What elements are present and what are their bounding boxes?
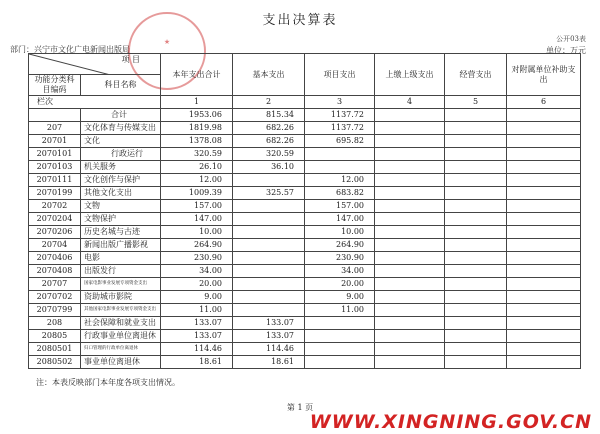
remit-cell bbox=[375, 109, 445, 122]
col-num: 2 bbox=[233, 96, 305, 109]
subject-name-cell: 电影 bbox=[81, 252, 161, 265]
table-row bbox=[29, 174, 581, 187]
business-cell bbox=[445, 317, 507, 330]
code-cell: 2080501 bbox=[29, 343, 81, 356]
subsidy-cell bbox=[507, 239, 581, 252]
code-cell: 20805 bbox=[29, 330, 81, 343]
subject-name-cell: 国家电影事业发展专项资金支出 bbox=[81, 278, 161, 291]
basic-cell bbox=[233, 174, 305, 187]
basic-cell bbox=[233, 213, 305, 226]
subsidy-header: 对附属单位补助支出 bbox=[507, 54, 581, 96]
table-row bbox=[29, 148, 581, 161]
remit-cell bbox=[375, 330, 445, 343]
table-row bbox=[29, 122, 581, 135]
basic-cell: 325.57 bbox=[233, 187, 305, 200]
table-row bbox=[29, 187, 581, 200]
basic-cell bbox=[233, 265, 305, 278]
subject-name-cell: 资助城市影院 bbox=[81, 291, 161, 304]
remit-cell bbox=[375, 356, 445, 369]
project-cell: 12.00 bbox=[305, 174, 375, 187]
remit-cell bbox=[375, 187, 445, 200]
code-cell: 2070206 bbox=[29, 226, 81, 239]
subsidy-cell bbox=[507, 356, 581, 369]
table-row bbox=[29, 317, 581, 330]
website-watermark: WWW.XINGNING.GOV.CN bbox=[309, 411, 592, 433]
code-cell: 2080502 bbox=[29, 356, 81, 369]
subject-name-cell: 文化创作与保护 bbox=[81, 174, 161, 187]
page-number: 第 1 页 bbox=[286, 403, 314, 412]
subsidy-cell bbox=[507, 252, 581, 265]
subsidy-cell bbox=[507, 135, 581, 148]
form-code: 公开03表 bbox=[556, 35, 586, 43]
basic-cell: 133.07 bbox=[233, 317, 305, 330]
total-cell: 11.00 bbox=[161, 304, 233, 317]
col-num: 4 bbox=[375, 96, 445, 109]
subsidy-cell bbox=[507, 122, 581, 135]
remit-cell bbox=[375, 148, 445, 161]
item-header-cell bbox=[29, 54, 161, 75]
remit-cell bbox=[375, 200, 445, 213]
total-cell: 12.00 bbox=[161, 174, 233, 187]
subject-name-cell: 其他国家电影事业发展专项资金支出 bbox=[81, 304, 161, 317]
page-title: 支出决算表 bbox=[262, 13, 338, 28]
subject-name-cell: 社会保障和就业支出 bbox=[81, 317, 161, 330]
total-cell: 133.07 bbox=[161, 317, 233, 330]
remit-cell bbox=[375, 239, 445, 252]
business-cell bbox=[445, 213, 507, 226]
project-cell: 9.00 bbox=[305, 291, 375, 304]
project-cell bbox=[305, 161, 375, 174]
basic-cell: 320.59 bbox=[233, 148, 305, 161]
remit-cell bbox=[375, 135, 445, 148]
code-cell: 20702 bbox=[29, 200, 81, 213]
total-cell: 264.90 bbox=[161, 239, 233, 252]
basic-cell: 133.07 bbox=[233, 330, 305, 343]
code-cell: 2070103 bbox=[29, 161, 81, 174]
basic-cell bbox=[233, 278, 305, 291]
business-cell bbox=[445, 265, 507, 278]
total-cell: 20.00 bbox=[161, 278, 233, 291]
code-cell: 2070204 bbox=[29, 213, 81, 226]
department-label: 部门：兴宁市文化广电新闻出版局 bbox=[10, 45, 130, 54]
total-header: 本年支出合计 bbox=[161, 54, 233, 96]
subject-name-cell: 文物 bbox=[81, 200, 161, 213]
table-row bbox=[29, 213, 581, 226]
table-row bbox=[29, 226, 581, 239]
subject-name-header: 科目名称 bbox=[81, 75, 161, 96]
business-cell bbox=[445, 252, 507, 265]
subsidy-cell bbox=[507, 187, 581, 200]
total-cell: 1819.98 bbox=[161, 122, 233, 135]
basic-cell: 815.34 bbox=[233, 109, 305, 122]
code-cell: 2070101 bbox=[29, 148, 81, 161]
remit-cell bbox=[375, 252, 445, 265]
project-cell: 1137.72 bbox=[305, 109, 375, 122]
subject-name-cell: 文化体育与传媒支出 bbox=[81, 122, 161, 135]
table-row bbox=[29, 330, 581, 343]
project-cell: 695.82 bbox=[305, 135, 375, 148]
row-label-header: 栏次 bbox=[29, 96, 161, 109]
business-cell bbox=[445, 148, 507, 161]
code-cell: 2070799 bbox=[29, 304, 81, 317]
basic-cell bbox=[233, 239, 305, 252]
project-cell: 230.90 bbox=[305, 252, 375, 265]
subsidy-cell bbox=[507, 213, 581, 226]
project-cell bbox=[305, 317, 375, 330]
business-cell bbox=[445, 226, 507, 239]
basic-cell: 682.26 bbox=[233, 135, 305, 148]
basic-cell: 114.46 bbox=[233, 343, 305, 356]
business-cell bbox=[445, 135, 507, 148]
total-cell: 114.46 bbox=[161, 343, 233, 356]
project-cell bbox=[305, 330, 375, 343]
basic-cell bbox=[233, 304, 305, 317]
remit-cell bbox=[375, 122, 445, 135]
table-row bbox=[29, 278, 581, 291]
subject-name-cell: 行政事业单位离退休 bbox=[81, 330, 161, 343]
project-cell: 264.90 bbox=[305, 239, 375, 252]
business-cell bbox=[445, 304, 507, 317]
subject-name-cell: 事业单位离退休 bbox=[81, 356, 161, 369]
total-cell: 1953.06 bbox=[161, 109, 233, 122]
diagonal-line bbox=[29, 54, 161, 75]
unit-label: 单位：万元 bbox=[546, 46, 586, 55]
remit-cell bbox=[375, 161, 445, 174]
remit-header: 上缴上级支出 bbox=[375, 54, 445, 96]
subject-name-cell: 行政运行 bbox=[81, 148, 161, 161]
basic-cell bbox=[233, 200, 305, 213]
business-cell bbox=[445, 122, 507, 135]
total-cell: 1009.39 bbox=[161, 187, 233, 200]
code-cell: 2070408 bbox=[29, 265, 81, 278]
table-row bbox=[29, 356, 581, 369]
subsidy-cell bbox=[507, 148, 581, 161]
subsidy-cell bbox=[507, 343, 581, 356]
basic-header: 基本支出 bbox=[233, 54, 305, 96]
item-header: 项 目 bbox=[121, 55, 140, 64]
project-cell: 11.00 bbox=[305, 304, 375, 317]
table-row bbox=[29, 343, 581, 356]
col-num: 5 bbox=[445, 96, 507, 109]
basic-cell bbox=[233, 252, 305, 265]
subject-name-cell: 历史名城与古迹 bbox=[81, 226, 161, 239]
code-cell: 20707 bbox=[29, 278, 81, 291]
total-cell: 147.00 bbox=[161, 213, 233, 226]
remit-cell bbox=[375, 291, 445, 304]
table-row bbox=[29, 161, 581, 174]
table-row bbox=[29, 109, 581, 122]
business-cell bbox=[445, 109, 507, 122]
business-cell bbox=[445, 174, 507, 187]
table-row bbox=[29, 265, 581, 278]
subsidy-cell bbox=[507, 109, 581, 122]
code-cell: 207 bbox=[29, 122, 81, 135]
business-cell bbox=[445, 356, 507, 369]
total-cell: 230.90 bbox=[161, 252, 233, 265]
remit-cell bbox=[375, 343, 445, 356]
code-cell: 2070702 bbox=[29, 291, 81, 304]
table-row bbox=[29, 291, 581, 304]
total-cell: 10.00 bbox=[161, 226, 233, 239]
project-cell: 147.00 bbox=[305, 213, 375, 226]
project-cell: 683.82 bbox=[305, 187, 375, 200]
total-cell: 34.00 bbox=[161, 265, 233, 278]
code-cell: 2070111 bbox=[29, 174, 81, 187]
subsidy-cell bbox=[507, 265, 581, 278]
subsidy-cell bbox=[507, 278, 581, 291]
code-cell: 2070406 bbox=[29, 252, 81, 265]
subsidy-cell bbox=[507, 317, 581, 330]
subsidy-cell bbox=[507, 330, 581, 343]
subject-name-cell: 归口管理的行政单位离退休 bbox=[81, 343, 161, 356]
basic-cell: 36.10 bbox=[233, 161, 305, 174]
col-num: 1 bbox=[161, 96, 233, 109]
table-row bbox=[29, 252, 581, 265]
project-cell: 34.00 bbox=[305, 265, 375, 278]
project-cell bbox=[305, 148, 375, 161]
subject-name-cell: 出版发行 bbox=[81, 265, 161, 278]
basic-cell: 682.26 bbox=[233, 122, 305, 135]
basic-cell bbox=[233, 291, 305, 304]
business-cell bbox=[445, 200, 507, 213]
table-row bbox=[29, 304, 581, 317]
subsidy-cell bbox=[507, 226, 581, 239]
subject-name-cell: 新闻出版广播影视 bbox=[81, 239, 161, 252]
subsidy-cell bbox=[507, 174, 581, 187]
remit-cell bbox=[375, 304, 445, 317]
business-cell bbox=[445, 291, 507, 304]
code-cell bbox=[29, 109, 81, 122]
project-cell: 10.00 bbox=[305, 226, 375, 239]
code-cell: 20701 bbox=[29, 135, 81, 148]
total-cell: 9.00 bbox=[161, 291, 233, 304]
remit-cell bbox=[375, 265, 445, 278]
basic-cell bbox=[233, 226, 305, 239]
code-cell: 2070199 bbox=[29, 187, 81, 200]
expenditure-table bbox=[28, 53, 581, 369]
subject-name-cell: 其他文化支出 bbox=[81, 187, 161, 200]
business-cell bbox=[445, 239, 507, 252]
total-cell: 133.07 bbox=[161, 330, 233, 343]
project-cell: 157.00 bbox=[305, 200, 375, 213]
remit-cell bbox=[375, 278, 445, 291]
basic-cell: 18.61 bbox=[233, 356, 305, 369]
code-cell: 208 bbox=[29, 317, 81, 330]
remit-cell bbox=[375, 226, 445, 239]
table-row bbox=[29, 200, 581, 213]
business-header: 经营支出 bbox=[445, 54, 507, 96]
footnote: 注：本表反映部门本年度各项支出情况。 bbox=[36, 378, 180, 387]
total-cell: 157.00 bbox=[161, 200, 233, 213]
subsidy-cell bbox=[507, 200, 581, 213]
total-cell: 18.61 bbox=[161, 356, 233, 369]
remit-cell bbox=[375, 213, 445, 226]
business-cell bbox=[445, 161, 507, 174]
remit-cell bbox=[375, 317, 445, 330]
business-cell bbox=[445, 343, 507, 356]
project-header: 项目支出 bbox=[305, 54, 375, 96]
business-cell bbox=[445, 187, 507, 200]
project-cell: 1137.72 bbox=[305, 122, 375, 135]
project-cell bbox=[305, 343, 375, 356]
subsidy-cell bbox=[507, 291, 581, 304]
remit-cell bbox=[375, 174, 445, 187]
col-num: 6 bbox=[507, 96, 581, 109]
project-cell: 20.00 bbox=[305, 278, 375, 291]
subject-name-cell: 文化 bbox=[81, 135, 161, 148]
project-cell bbox=[305, 356, 375, 369]
subsidy-cell bbox=[507, 304, 581, 317]
total-cell: 26.10 bbox=[161, 161, 233, 174]
total-cell: 1378.08 bbox=[161, 135, 233, 148]
class-code-header: 功能分类科目编码 bbox=[29, 75, 81, 96]
total-cell: 320.59 bbox=[161, 148, 233, 161]
business-cell bbox=[445, 330, 507, 343]
subject-name-cell: 机关服务 bbox=[81, 161, 161, 174]
subsidy-cell bbox=[507, 161, 581, 174]
subject-name-cell: 文物保护 bbox=[81, 213, 161, 226]
business-cell bbox=[445, 278, 507, 291]
official-seal: ★ bbox=[128, 12, 206, 90]
col-num: 3 bbox=[305, 96, 375, 109]
subject-name-cell: 合计 bbox=[81, 109, 161, 122]
table-row bbox=[29, 239, 581, 252]
code-cell: 20704 bbox=[29, 239, 81, 252]
table-row bbox=[29, 135, 581, 148]
